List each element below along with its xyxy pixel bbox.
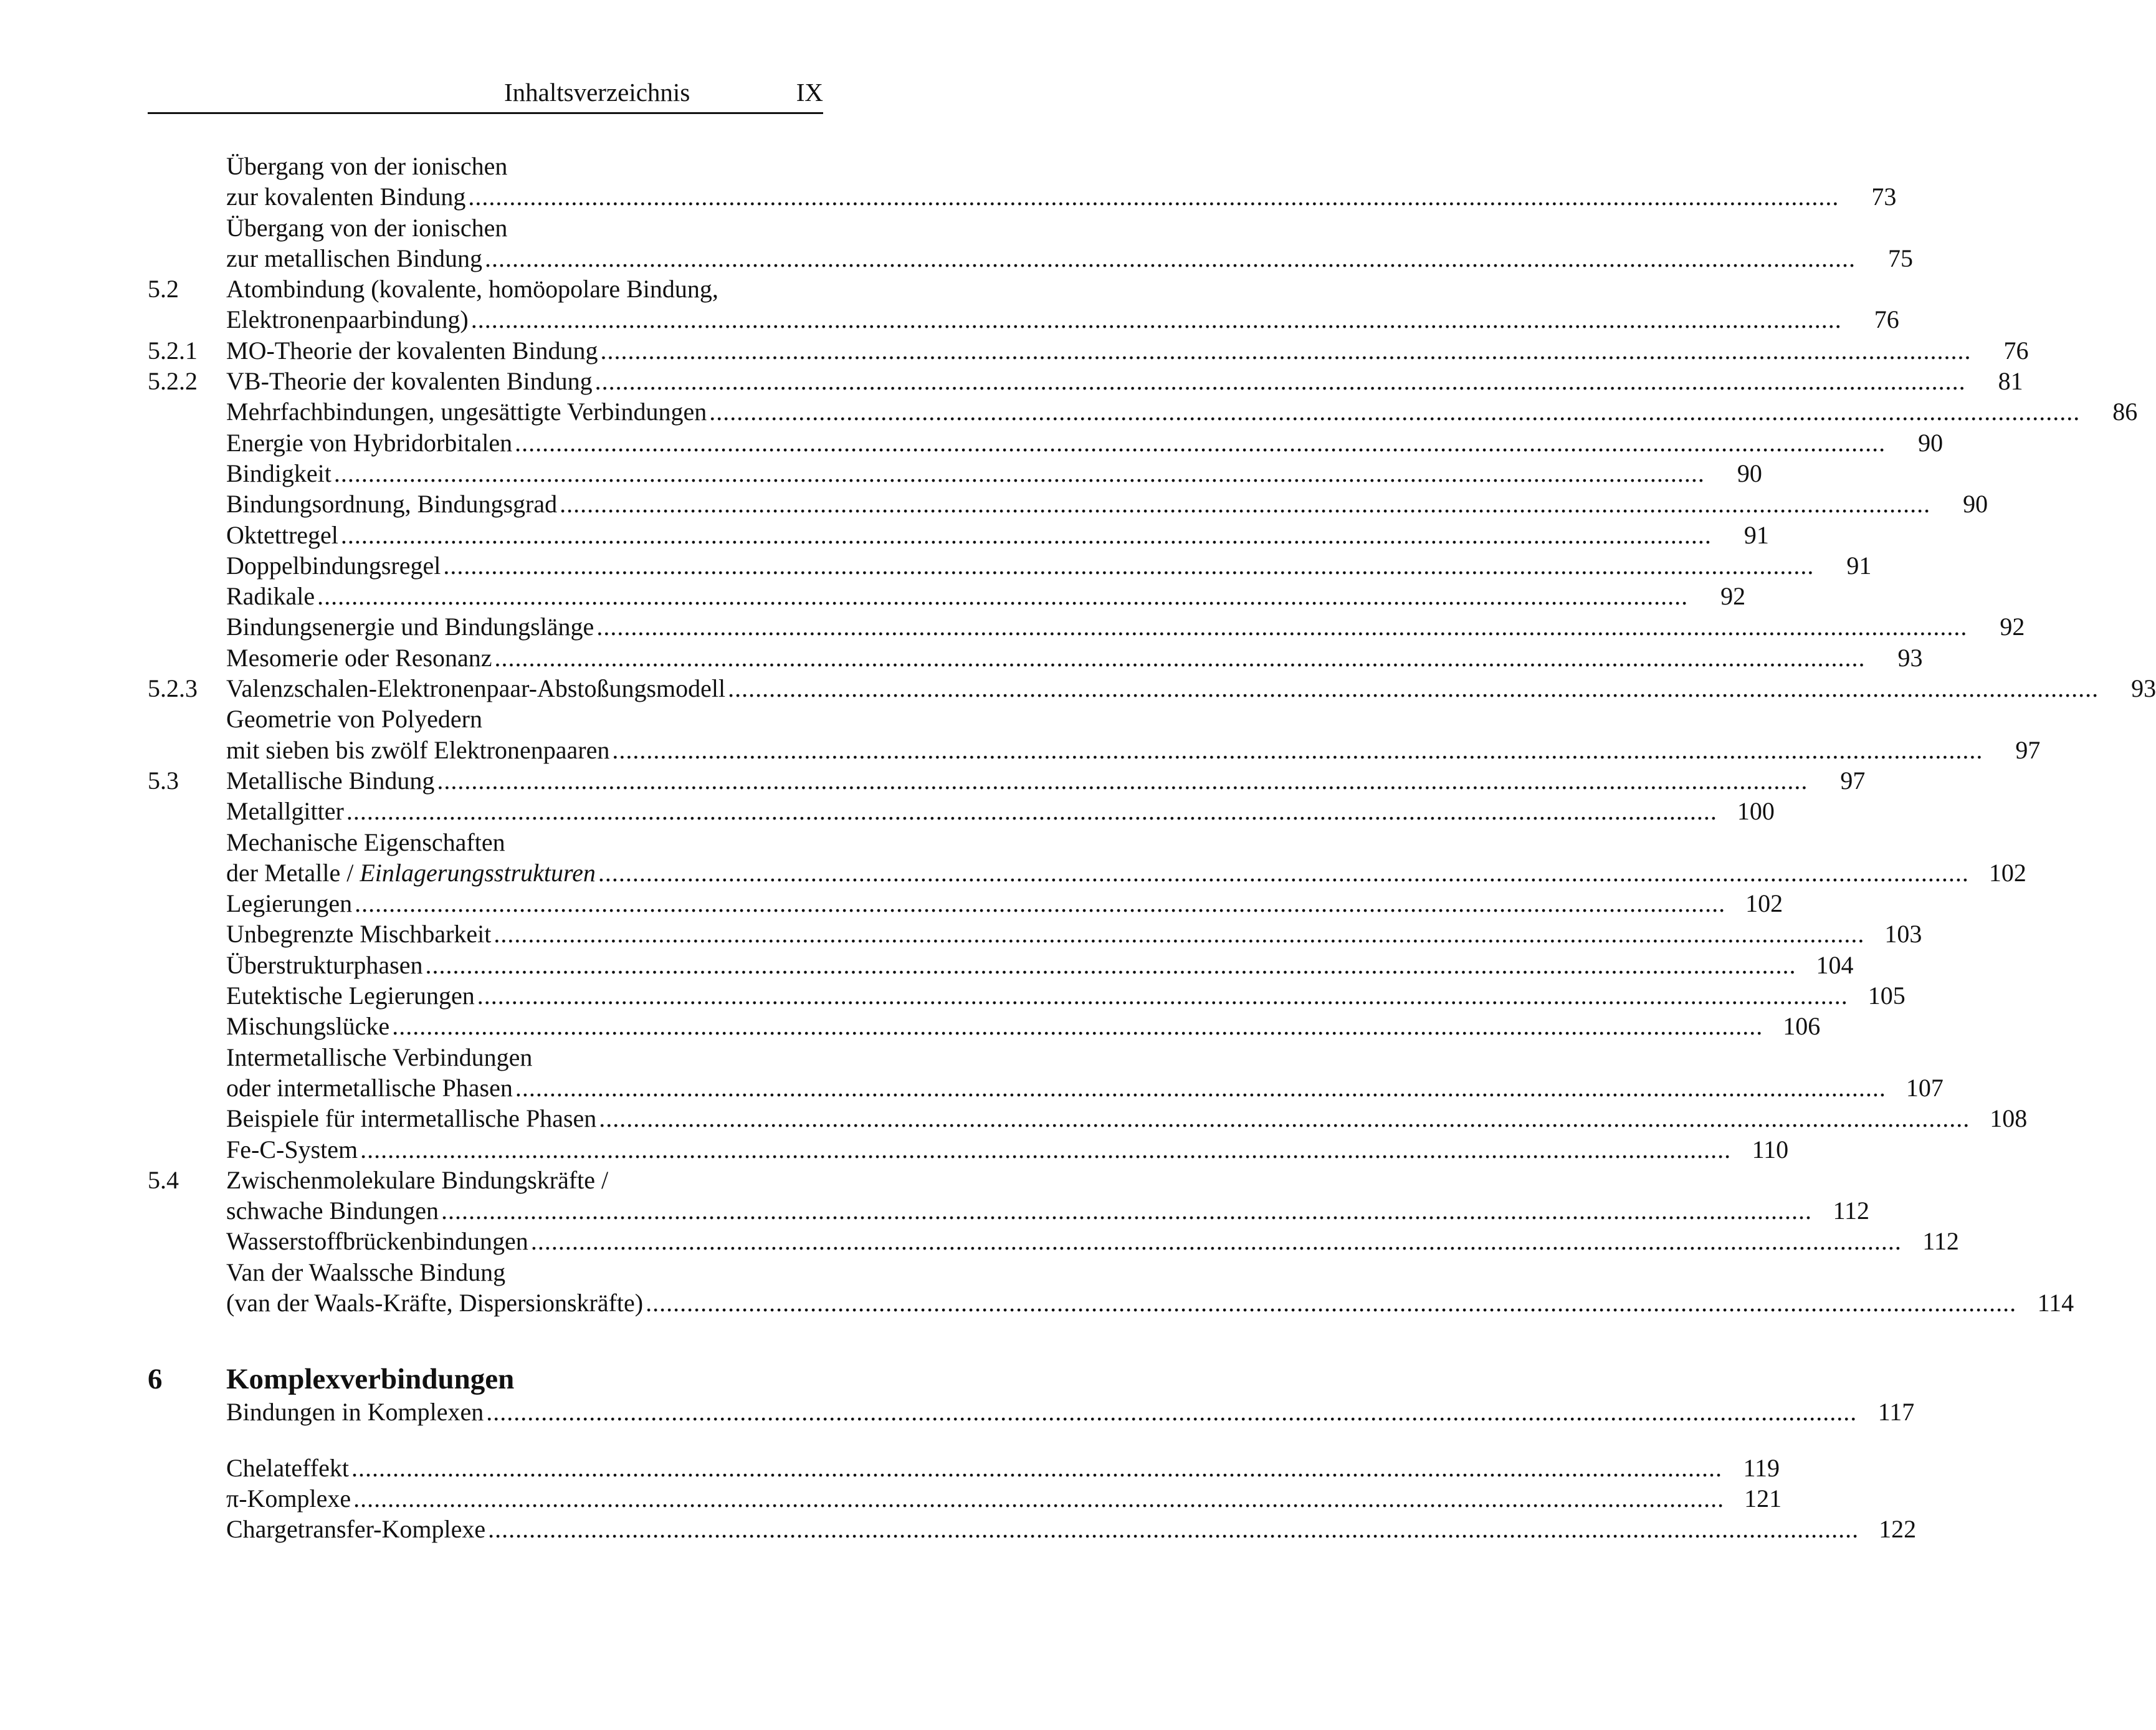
page-number: IX xyxy=(796,78,823,107)
toc-leader-dots: ........................................................................................................................................................................................................ xyxy=(560,490,1931,519)
toc-entry-text: Eutektische Legierungen xyxy=(226,982,475,1010)
toc-entry-title xyxy=(226,643,492,673)
toc-page-number: 100 xyxy=(1737,797,1775,826)
toc-entry-title xyxy=(226,243,482,274)
toc-entry-line xyxy=(226,550,1872,581)
toc-entry-text: Fe-C-System xyxy=(226,1135,358,1164)
toc-page-number: 112 xyxy=(1833,1197,1870,1225)
toc-entry xyxy=(148,1165,823,1195)
toc-entry-line xyxy=(226,213,823,243)
toc-entry xyxy=(148,1288,2074,1318)
toc-entry-text: Intermetallische Verbindungen xyxy=(226,1043,533,1071)
toc-entry-title xyxy=(226,1011,389,1041)
toc-entry xyxy=(148,520,1769,550)
toc-entry-line xyxy=(226,1397,1915,1427)
toc-entry xyxy=(148,1226,1959,1256)
toc-section-number: 5.3 xyxy=(148,766,179,795)
toc-entry-text: π-Komplexe xyxy=(226,1484,351,1513)
toc-section-number: 5.2.3 xyxy=(148,674,198,703)
toc-entry-title xyxy=(226,611,594,642)
toc-entry-text: Valenzschalen-Elektronenpaar-Abstoßungsmodell xyxy=(226,674,726,703)
toc-entry-line xyxy=(226,1362,823,1397)
toc-section-number: 5.4 xyxy=(148,1165,179,1194)
toc-entry xyxy=(148,1011,1821,1041)
toc-page-number: 90 xyxy=(1737,459,1762,487)
toc-entry-line xyxy=(226,151,823,181)
toc-entry-title xyxy=(226,704,482,734)
toc-entry xyxy=(148,489,1988,519)
toc-entry xyxy=(148,550,1872,581)
toc-entry-line xyxy=(226,274,823,304)
toc-entry xyxy=(148,181,1897,212)
toc-entry-title xyxy=(226,1195,439,1226)
toc-leader-dots: ........................................................................................................................................................................................................ xyxy=(515,428,1886,457)
toc-entry-line xyxy=(226,489,1988,519)
toc-entry-title xyxy=(226,1073,513,1103)
toc-entry-line xyxy=(226,1073,1944,1103)
toc-entry-title xyxy=(226,1288,643,1318)
toc-page-number: 112 xyxy=(1922,1227,1959,1256)
toc-entry-line xyxy=(226,827,823,858)
toc-page-number: 91 xyxy=(1743,520,1769,549)
toc-leader-dots: ........................................................................................................................................................................................................ xyxy=(351,1453,1722,1482)
toc-leader-dots: ........................................................................................................................................................................................................ xyxy=(709,398,2081,426)
toc-leader-dots: ........................................................................................................................................................................................................ xyxy=(333,459,1705,487)
toc-page-number: 102 xyxy=(1745,889,1783,918)
toc-page-number: 75 xyxy=(1888,244,1914,272)
toc-leader-dots: ........................................................................................................................................................................................................ xyxy=(594,367,1966,396)
toc-leader-dots: ........................................................................................................................................................................................................ xyxy=(437,766,1808,795)
toc-page-number: 73 xyxy=(1871,183,1897,211)
toc-entry-title xyxy=(226,550,441,581)
toc-entry-line xyxy=(226,704,823,734)
toc-leader-dots: ........................................................................................................................................................................................................ xyxy=(355,889,1726,918)
toc-entry-title xyxy=(226,366,593,396)
toc-entry-text: schwache Bindungen xyxy=(226,1197,439,1225)
toc-entry-text: Zwischenmolekulare Bindungskräfte / xyxy=(226,1165,609,1194)
toc-entry-text: Atombindung (kovalente, homöopolare Bindung, xyxy=(226,275,718,303)
toc-entry xyxy=(148,1483,1782,1514)
toc-entry-text: Elektronenpaarbindung) xyxy=(226,305,469,334)
toc-entry-line xyxy=(226,796,1775,826)
toc-leader-dots: ........................................................................................................................................................................................................ xyxy=(596,613,1968,641)
toc-page-number: 90 xyxy=(1963,490,1988,519)
toc-page-number: 92 xyxy=(1720,582,1746,611)
toc-entry xyxy=(148,1453,1780,1483)
toc-entry-text: Mischungslücke xyxy=(226,1012,390,1041)
toc-entry xyxy=(148,1134,1789,1165)
toc-leader-dots: ........................................................................................................................................................................................................ xyxy=(600,336,1972,365)
toc-entry-text: Beispiele für intermetallische Phasen xyxy=(226,1104,597,1133)
toc-entry-line xyxy=(226,304,1899,335)
toc-entry xyxy=(148,396,2138,427)
toc-entry-title xyxy=(226,396,707,427)
toc-entry-text: Radikale xyxy=(226,582,315,611)
toc-page-number: 81 xyxy=(1998,367,2023,396)
toc-entry-line xyxy=(226,520,1769,550)
toc-entry-title xyxy=(226,335,598,366)
toc-leader-dots: ........................................................................................................................................................................................................ xyxy=(392,1012,1763,1041)
toc-entry-title xyxy=(226,1134,358,1165)
toc-leader-dots: ........................................................................................................................................................................................................ xyxy=(486,1398,1858,1427)
toc-entry-text: zur kovalenten Bindung xyxy=(226,183,466,211)
toc-entry-title xyxy=(226,1165,608,1195)
running-header xyxy=(148,74,823,114)
toc-leader-dots: ........................................................................................................................................................................................................ xyxy=(470,305,1842,334)
toc-leader-dots: ........................................................................................................................................................................................................ xyxy=(340,520,1712,549)
toc-entry-title xyxy=(226,919,491,949)
toc-section-number: 6 xyxy=(148,1363,163,1396)
toc-entry-line xyxy=(226,396,2138,427)
toc-leader-dots: ........................................................................................................................................................................................................ xyxy=(728,674,2099,703)
toc-entry-text: Energie von Hybridorbitalen xyxy=(226,428,513,457)
toc-entry-line xyxy=(226,643,1923,673)
toc-entry xyxy=(148,796,1775,826)
toc-entry-text: der Metalle / xyxy=(226,858,360,887)
toc-entry-title xyxy=(226,1453,349,1483)
toc-entry xyxy=(148,243,1914,274)
toc-entry xyxy=(148,1103,2028,1134)
toc-entry xyxy=(148,366,2023,396)
toc-entry-line xyxy=(226,1514,1917,1544)
toc-leader-dots: ........................................................................................................................................................................................................ xyxy=(468,183,1839,211)
toc-entry-title xyxy=(226,980,475,1011)
toc-entry-title xyxy=(226,796,344,826)
toc-entry-line xyxy=(226,919,1922,949)
toc-entry xyxy=(148,428,1944,458)
toc-spacer xyxy=(148,1428,823,1453)
toc-entry-title xyxy=(226,1362,514,1397)
toc-page-number: 121 xyxy=(1744,1484,1782,1513)
toc-entry xyxy=(148,274,823,304)
toc-leader-dots: ........................................................................................................................................................................................................ xyxy=(515,1073,1886,1102)
toc-entry xyxy=(148,858,2026,888)
toc-entry-title xyxy=(226,827,505,858)
toc-page-number: 97 xyxy=(2015,735,2041,764)
toc-section-number: 5.2.1 xyxy=(148,336,198,365)
toc-leader-dots: ........................................................................................................................................................................................................ xyxy=(530,1227,1902,1256)
toc-entry xyxy=(148,611,2025,642)
toc-entry-line xyxy=(226,1226,1959,1256)
toc-entry-italic-text: Einlagerungsstrukturen xyxy=(360,858,596,887)
toc-entry-text: Übergang von der ionischen xyxy=(226,152,508,180)
toc-entry-text: Bindungen in Komplexen xyxy=(226,1398,484,1427)
toc-page-number: 108 xyxy=(1990,1104,2028,1133)
toc-entry-title xyxy=(226,489,557,519)
toc-entry-title xyxy=(226,950,422,980)
toc-leader-dots: ........................................................................................................................................................................................................ xyxy=(346,797,1717,826)
toc-entry-text: Unbegrenzte Mischbarkeit xyxy=(226,920,492,949)
toc-entry-title xyxy=(226,581,315,611)
toc-section-number: 5.2.2 xyxy=(148,367,198,396)
toc-leader-dots: ........................................................................................................................................................................................................ xyxy=(485,244,1856,272)
toc-entry xyxy=(148,151,823,181)
toc-entry-text: Wasserstoffbrückenbindungen xyxy=(226,1227,528,1256)
toc-page-number: 117 xyxy=(1877,1398,1915,1427)
toc-entry-line xyxy=(226,428,1944,458)
toc-entry-line xyxy=(226,181,1897,212)
toc-entry-title xyxy=(226,888,352,919)
toc-page-number: 106 xyxy=(1783,1012,1821,1041)
toc-entry xyxy=(148,735,2041,765)
toc-leader-dots: ........................................................................................................................................................................................................ xyxy=(441,1197,1813,1225)
toc-entry xyxy=(148,335,2029,366)
toc-page-number: 92 xyxy=(2000,613,2025,641)
toc-entry xyxy=(148,765,1866,796)
header-title: Inhaltsverzeichnis xyxy=(504,78,690,107)
toc-entry-text: Mesomerie oder Resonanz xyxy=(226,643,492,672)
toc-entry-title xyxy=(226,181,465,212)
toc-page-number: 97 xyxy=(1840,766,1866,795)
toc-entry-title xyxy=(226,673,725,704)
toc-entry-line xyxy=(226,765,1866,796)
toc-entry-text: Bindigkeit xyxy=(226,459,332,487)
toc-leader-dots: ........................................................................................................................................................................................................ xyxy=(477,982,1848,1010)
toc-entry-text: Komplexverbindungen xyxy=(226,1363,515,1396)
toc-leader-dots: ........................................................................................................................................................................................................ xyxy=(443,551,1815,580)
table-of-contents xyxy=(148,151,2156,1544)
toc-entry-line xyxy=(226,581,1746,611)
toc-entry xyxy=(148,980,1906,1011)
toc-entry-text: Van der Waalssche Bindung xyxy=(226,1258,506,1286)
toc-chapter-heading xyxy=(148,1362,823,1397)
toc-entry-text: Überstrukturphasen xyxy=(226,950,423,979)
toc-entry xyxy=(148,673,2156,704)
toc-leader-dots: ........................................................................................................................................................................................................ xyxy=(353,1484,1725,1513)
toc-page-number: 76 xyxy=(2003,336,2029,365)
toc-entry-title xyxy=(226,151,507,181)
toc-entry-title xyxy=(226,1257,505,1288)
toc-entry-title xyxy=(226,1226,528,1256)
toc-entry-text: Bindungsordnung, Bindungsgrad xyxy=(226,490,558,519)
toc-entry xyxy=(148,1257,823,1288)
toc-entry-text: Geometrie von Polyedern xyxy=(226,705,482,734)
toc-entry-title xyxy=(226,1103,596,1134)
toc-entry-line xyxy=(226,1165,823,1195)
toc-entry-line xyxy=(226,888,1783,919)
toc-entry-line xyxy=(226,458,1762,489)
toc-page-number: 114 xyxy=(2037,1288,2074,1317)
toc-entry xyxy=(148,827,823,858)
toc-entry-text: Oktettregel xyxy=(226,520,338,549)
toc-page-number: 104 xyxy=(1816,950,1854,979)
toc-entry-line xyxy=(226,1042,823,1073)
toc-entry-title xyxy=(226,1042,532,1073)
toc-entry xyxy=(148,950,1854,980)
toc-entry-title xyxy=(226,520,338,550)
toc-entry xyxy=(148,304,1899,335)
toc-entry-title xyxy=(226,1514,485,1544)
toc-entry-text: Chargetransfer-Komplexe xyxy=(226,1515,486,1544)
toc-entry xyxy=(148,919,1922,949)
toc-entry-text: (van der Waals-Kräfte, Dispersionskräfte) xyxy=(226,1288,644,1317)
toc-entry-line xyxy=(226,1453,1780,1483)
toc-entry-line xyxy=(226,611,2025,642)
toc-page-number: 93 xyxy=(1897,643,1923,672)
toc-entry-text: Übergang von der ionischen xyxy=(226,213,508,242)
toc-leader-dots: ........................................................................................................................................................................................................ xyxy=(360,1135,1732,1164)
toc-entry xyxy=(148,1397,1915,1427)
toc-page-number: 122 xyxy=(1879,1515,1917,1544)
toc-leader-dots: ........................................................................................................................................................................................................ xyxy=(317,582,1689,611)
toc-leader-dots: ........................................................................................................................................................................................................ xyxy=(612,735,1983,764)
toc-entry-line xyxy=(226,243,1914,274)
toc-entry-line xyxy=(226,1195,1870,1226)
toc-entry-line xyxy=(226,673,2156,704)
toc-section-number: 5.2 xyxy=(148,275,179,303)
toc-entry-line xyxy=(226,1288,2074,1318)
toc-entry-title xyxy=(226,1397,484,1427)
toc-entry-text: Mechanische Eigenschaften xyxy=(226,828,505,856)
toc-entry-title xyxy=(226,858,596,888)
toc-leader-dots: ........................................................................................................................................................................................................ xyxy=(494,643,1866,672)
toc-leader-dots: ........................................................................................................................................................................................................ xyxy=(425,950,1796,979)
toc-entry-line xyxy=(226,335,2029,366)
toc-entry-line xyxy=(226,980,1906,1011)
toc-entry-title xyxy=(226,735,609,765)
toc-leader-dots: ........................................................................................................................................................................................................ xyxy=(599,1104,1970,1133)
toc-entry-text: Bindungsenergie und Bindungslänge xyxy=(226,613,594,641)
toc-page-number: 102 xyxy=(1988,858,2026,887)
toc-entry-line xyxy=(226,1483,1782,1514)
toc-entry-text: Metallische Bindung xyxy=(226,766,435,795)
toc-page-number: 107 xyxy=(1906,1073,1944,1102)
toc-entry xyxy=(148,1514,1917,1544)
toc-entry xyxy=(148,643,1923,673)
toc-entry-line xyxy=(226,858,2026,888)
toc-spacer xyxy=(148,1318,823,1362)
toc-entry-line xyxy=(226,1011,1821,1041)
toc-entry-title xyxy=(226,428,512,458)
toc-entry-text: Metallgitter xyxy=(226,797,344,826)
toc-entry xyxy=(148,458,1762,489)
toc-entry-text: oder intermetallische Phasen xyxy=(226,1073,513,1102)
toc-entry-title xyxy=(226,213,507,243)
toc-leader-dots: ........................................................................................................................................................................................................ xyxy=(494,920,1865,949)
toc-page-number: 90 xyxy=(1918,428,1944,457)
toc-entry xyxy=(148,1073,1944,1103)
toc-entry-text: MO-Theorie der kovalenten Bindung xyxy=(226,336,598,365)
toc-entry-text: zur metallischen Bindung xyxy=(226,244,483,272)
toc-entry-title xyxy=(226,1483,351,1514)
toc-entry-title xyxy=(226,304,469,335)
toc-entry xyxy=(148,213,823,243)
toc-entry xyxy=(148,888,1783,919)
toc-entry xyxy=(148,1195,1870,1226)
toc-entry xyxy=(148,704,823,734)
toc-page-number: 86 xyxy=(2112,398,2138,426)
toc-page-number: 105 xyxy=(1867,982,1906,1010)
toc-leader-dots: ........................................................................................................................................................................................................ xyxy=(646,1288,2017,1317)
toc-entry-text: Mehrfachbindungen, ungesättigte Verbindungen xyxy=(226,398,707,426)
toc-entry-text: mit sieben bis zwölf Elektronenpaaren xyxy=(226,735,610,764)
toc-entry-title xyxy=(226,458,332,489)
toc-leader-dots: ........................................................................................................................................................................................................ xyxy=(598,858,1969,887)
toc-page-number: 91 xyxy=(1846,551,1872,580)
toc-leader-dots: ........................................................................................................................................................................................................ xyxy=(488,1515,1859,1544)
toc-entry-title xyxy=(226,274,718,304)
toc-entry-text: Doppelbindungsregel xyxy=(226,551,441,580)
toc-entry xyxy=(148,581,1746,611)
toc-page-number: 93 xyxy=(2131,674,2156,703)
toc-entry-line xyxy=(226,950,1854,980)
toc-entry-line xyxy=(226,366,2023,396)
toc-entry-line xyxy=(226,735,2041,765)
toc-entry xyxy=(148,1042,823,1073)
toc-entry-line xyxy=(226,1134,1789,1165)
toc-page-number: 76 xyxy=(1874,305,1899,334)
toc-page-number: 110 xyxy=(1752,1135,1789,1164)
toc-entry-line xyxy=(226,1257,823,1288)
toc-entry-text: Chelateffekt xyxy=(226,1453,349,1482)
toc-entry-text: VB-Theorie der kovalenten Bindung xyxy=(226,367,593,396)
toc-entry-title xyxy=(226,765,434,796)
toc-entry-line xyxy=(226,1103,2028,1134)
toc-entry-text: Legierungen xyxy=(226,889,353,918)
toc-page-number: 119 xyxy=(1743,1453,1780,1482)
toc-page-number: 103 xyxy=(1884,920,1922,949)
